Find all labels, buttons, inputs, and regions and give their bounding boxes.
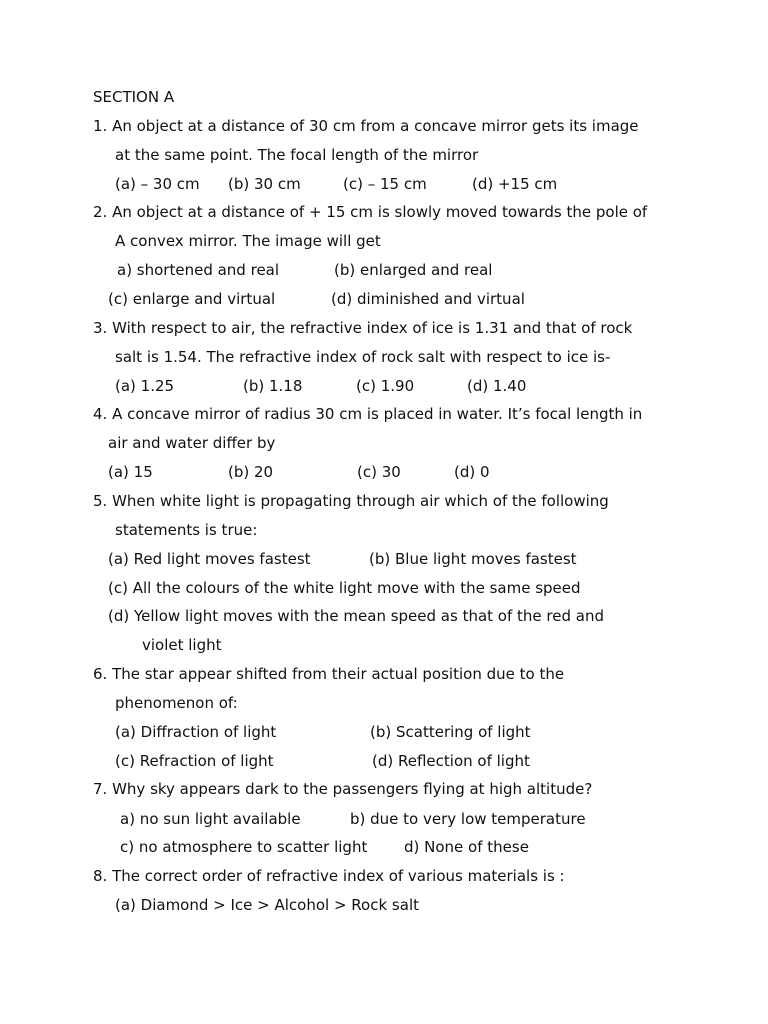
question-4-line-1: 4. A concave mirror of radius 30 cm is placed in water. It’s focal length in bbox=[93, 405, 643, 423]
question-5-line-1: 5. When white light is propagating through air which of the following bbox=[93, 492, 609, 510]
question-6-option-c: (c) Refraction of light bbox=[115, 752, 274, 770]
question-8-line-1: 8. The correct order of refractive index of various materials is : bbox=[93, 867, 565, 885]
question-1-line-2: at the same point. The focal length of the mirror bbox=[115, 146, 479, 164]
question-5-option-d: (d) Yellow light moves with the mean speed as that of the red and bbox=[108, 607, 604, 625]
question-7-option-d: d) None of these bbox=[404, 838, 529, 856]
question-2-option-c: (c) enlarge and virtual bbox=[108, 290, 276, 308]
question-4-option-a: (a) 15 bbox=[108, 463, 153, 481]
question-5-option-a: (a) Red light moves fastest bbox=[108, 550, 311, 568]
question-7-option-b: b) due to very low temperature bbox=[350, 810, 586, 828]
question-2-option-d: (d) diminished and virtual bbox=[331, 290, 525, 308]
question-4-option-d: (d) 0 bbox=[454, 463, 490, 481]
question-1-line-1: 1. An object at a distance of 30 cm from a concave mirror gets its image bbox=[93, 117, 639, 135]
question-3-option-c: (c) 1.90 bbox=[356, 377, 415, 395]
question-6-line-2: phenomenon of: bbox=[115, 694, 238, 712]
question-4-option-c: (c) 30 bbox=[357, 463, 401, 481]
question-3-option-a: (a) 1.25 bbox=[115, 377, 175, 395]
question-6-option-a: (a) Diffraction of light bbox=[115, 723, 277, 741]
question-6-option-d: (d) Reflection of light bbox=[372, 752, 530, 770]
question-3-option-b: (b) 1.18 bbox=[243, 377, 303, 395]
question-1-option-d: (d) +15 cm bbox=[472, 175, 558, 193]
question-4-line-2: air and water differ by bbox=[108, 434, 276, 452]
question-8-option-a: (a) Diamond > Ice > Alcohol > Rock salt bbox=[115, 896, 419, 914]
question-5-option-b: (b) Blue light moves fastest bbox=[369, 550, 577, 568]
question-5-option-c: (c) All the colours of the white light move with the same speed bbox=[108, 579, 581, 597]
question-4-option-b: (b) 20 bbox=[228, 463, 274, 481]
question-2-option-a: a) shortened and real bbox=[117, 261, 280, 279]
question-6-line-1: 6. The star appear shifted from their actual position due to the bbox=[93, 665, 565, 683]
question-7-option-a: a) no sun light available bbox=[120, 810, 301, 828]
section-title: SECTION A bbox=[93, 88, 175, 106]
question-3-line-1: 3. With respect to air, the refractive index of ice is 1.31 and that of rock bbox=[93, 319, 633, 337]
question-6-option-b: (b) Scattering of light bbox=[370, 723, 531, 741]
question-5-line-2: statements is true: bbox=[115, 521, 258, 539]
question-2-option-b: (b) enlarged and real bbox=[334, 261, 493, 279]
question-7-option-c: c) no atmosphere to scatter light bbox=[120, 838, 368, 856]
question-2-line-1: 2. An object at a distance of + 15 cm is slowly moved towards the pole of bbox=[93, 203, 648, 221]
question-1-option-c: (c) – 15 cm bbox=[343, 175, 427, 193]
question-3-line-2: salt is 1.54. The refractive index of rock salt with respect to ice is- bbox=[115, 348, 611, 366]
question-3-option-d: (d) 1.40 bbox=[467, 377, 527, 395]
question-2-line-2: A convex mirror. The image will get bbox=[115, 232, 381, 250]
question-1-option-b: (b) 30 cm bbox=[228, 175, 301, 193]
question-5-option-d-continued: violet light bbox=[142, 636, 222, 654]
question-1-option-a: (a) – 30 cm bbox=[115, 175, 200, 193]
question-7-line-1: 7. Why sky appears dark to the passengers flying at high altitude? bbox=[93, 780, 593, 798]
